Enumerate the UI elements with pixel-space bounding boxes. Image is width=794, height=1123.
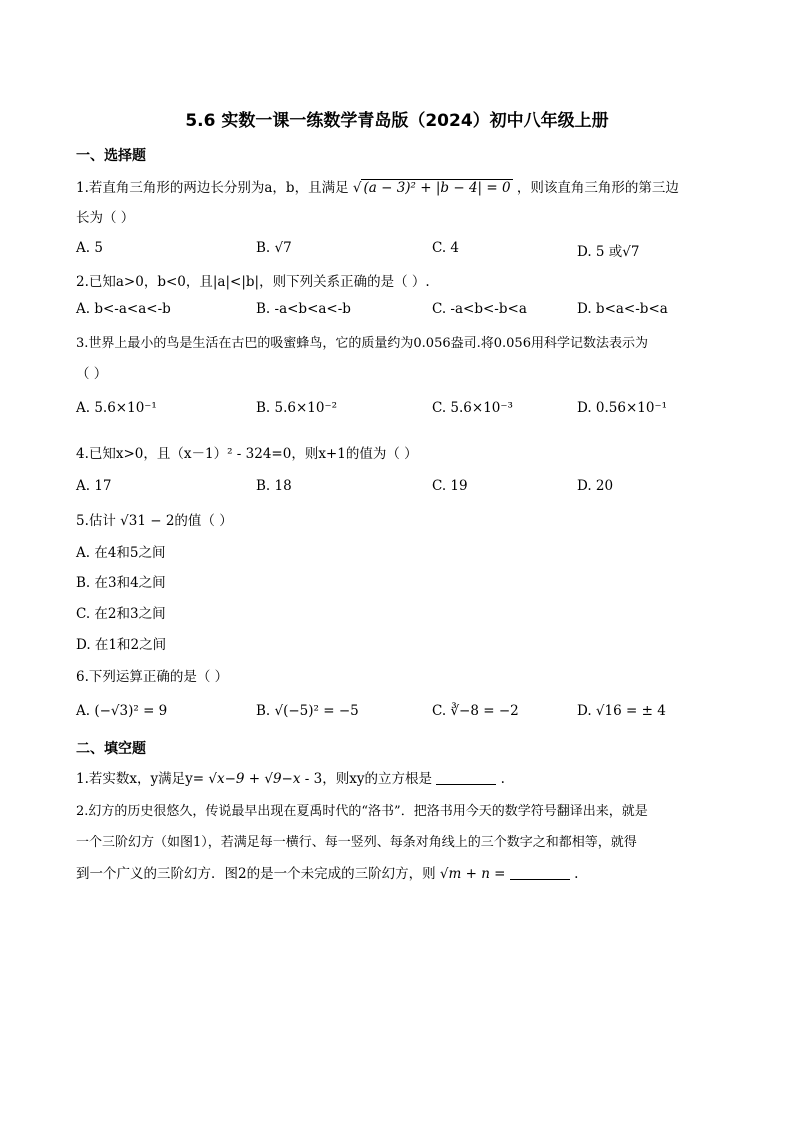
question-1-formula: √ (a − 3)² + |b − 4| = 0 — [352, 180, 511, 196]
fill-2-line-2: 一个三阶幻方（如图1），若满足每一横行、每一竖列、每条对角线上的三个数字之和都相等，就得 — [76, 835, 637, 850]
question-2-option-a[interactable]: A. b<-a<a<-b — [76, 301, 171, 317]
question-1-option-b[interactable]: B. √7 — [256, 240, 292, 256]
question-5-option-d[interactable]: D. 在1和2之间 — [76, 637, 167, 653]
question-2-stem: 2.已知a>0，b<0，且|a|<|b|，则下列关系正确的是（ ）. — [76, 274, 430, 290]
fill-1-stem-part-c: . — [500, 771, 505, 787]
fill-2-line-1: 2.幻方的历史很悠久，传说最早出现在夏禹时代的“洛书”．把洛书用今天的数学符号翻译出来，就是 — [76, 804, 648, 819]
question-3-stem: 3.世界上最小的鸟是生活在古巴的吸蜜蜂鸟，它的质量约为0.056盎司.将0.056用科学记数法表示为 — [76, 336, 648, 351]
question-1-stem — [76, 176, 679, 196]
question-2-option-d[interactable]: D. b<a<-b<a — [577, 301, 668, 317]
fill-1-stem-part-b: - 3，则xy的立方根是 — [304, 771, 432, 787]
question-3-option-c[interactable]: C. 5.6×10⁻³ — [432, 400, 513, 416]
fill-2-line-3-part-a: 到一个广义的三阶幻方．图2的是一个未完成的三阶幻方，则 — [76, 866, 436, 882]
question-6-option-c[interactable]: C. ∛−8 = −2 — [432, 703, 519, 719]
question-4-option-a[interactable]: A. 17 — [76, 478, 112, 494]
question-4-option-d[interactable]: D. 20 — [577, 478, 614, 494]
fill-2-line-3 — [76, 862, 578, 882]
fill-1-formula: √x−9 + √9−x — [208, 771, 301, 787]
page-title: 5.6 实数一课一练数学青岛版（2024）初中八年级上册 — [185, 111, 609, 131]
question-6-option-a[interactable]: A. (−√3)² = 9 — [76, 703, 168, 719]
question-4-option-b[interactable]: B. 18 — [256, 478, 292, 494]
section-heading-choice: 一、选择题 — [76, 148, 146, 164]
question-3-stem-cont: （ ） — [76, 366, 108, 382]
fill-1-answer-blank[interactable] — [436, 772, 496, 785]
question-1-stem-cont: 长为（ ） — [76, 210, 135, 226]
question-3-option-d[interactable]: D. 0.56×10⁻¹ — [577, 400, 668, 416]
fill-1-stem — [76, 767, 505, 787]
fill-1-stem-part-a: 1.若实数x，y满足y= — [76, 771, 205, 787]
question-1-option-a[interactable]: A. 5 — [76, 240, 103, 256]
question-2-option-c[interactable]: C. -a<b<-b<a — [432, 301, 527, 317]
question-3-option-b[interactable]: B. 5.6×10⁻² — [256, 400, 337, 416]
question-6-stem: 6.下列运算正确的是（ ） — [76, 669, 229, 685]
question-6-option-b[interactable]: B. √(−5)² = −5 — [256, 703, 359, 719]
question-4-stem: 4.已知x>0，且（x－1）² - 324=0，则x+1的值为（ ） — [76, 446, 418, 462]
fill-2-formula: √m + n = — [439, 866, 506, 882]
question-1-stem-part-b: ，则该直角三角形的第三边 — [516, 180, 679, 196]
question-2-option-b[interactable]: B. -a<b<a<-b — [256, 301, 351, 317]
question-3-option-a[interactable]: A. 5.6×10⁻¹ — [76, 400, 157, 416]
fill-2-line-3-part-b: . — [574, 866, 579, 882]
question-5-option-c[interactable]: C. 在2和3之间 — [76, 606, 166, 622]
question-1-stem-part-a: 1.若直角三角形的两边长分别为a，b，且满足 — [76, 180, 349, 196]
section-heading-fill: 二、填空题 — [76, 741, 146, 757]
question-1-option-c[interactable]: C. 4 — [432, 240, 460, 256]
question-5-option-a[interactable]: A. 在4和5之间 — [76, 545, 166, 561]
question-6-option-d[interactable]: D. √16 = ± 4 — [577, 703, 666, 719]
question-1-option-d[interactable]: D. 5 或√7 — [577, 244, 640, 260]
fill-2-answer-blank[interactable] — [510, 867, 570, 880]
question-5-option-b[interactable]: B. 在3和4之间 — [76, 575, 166, 591]
question-4-option-c[interactable]: C. 19 — [432, 478, 468, 494]
question-5-stem: 5.估计 √31 − 2的值（ ） — [76, 513, 233, 529]
